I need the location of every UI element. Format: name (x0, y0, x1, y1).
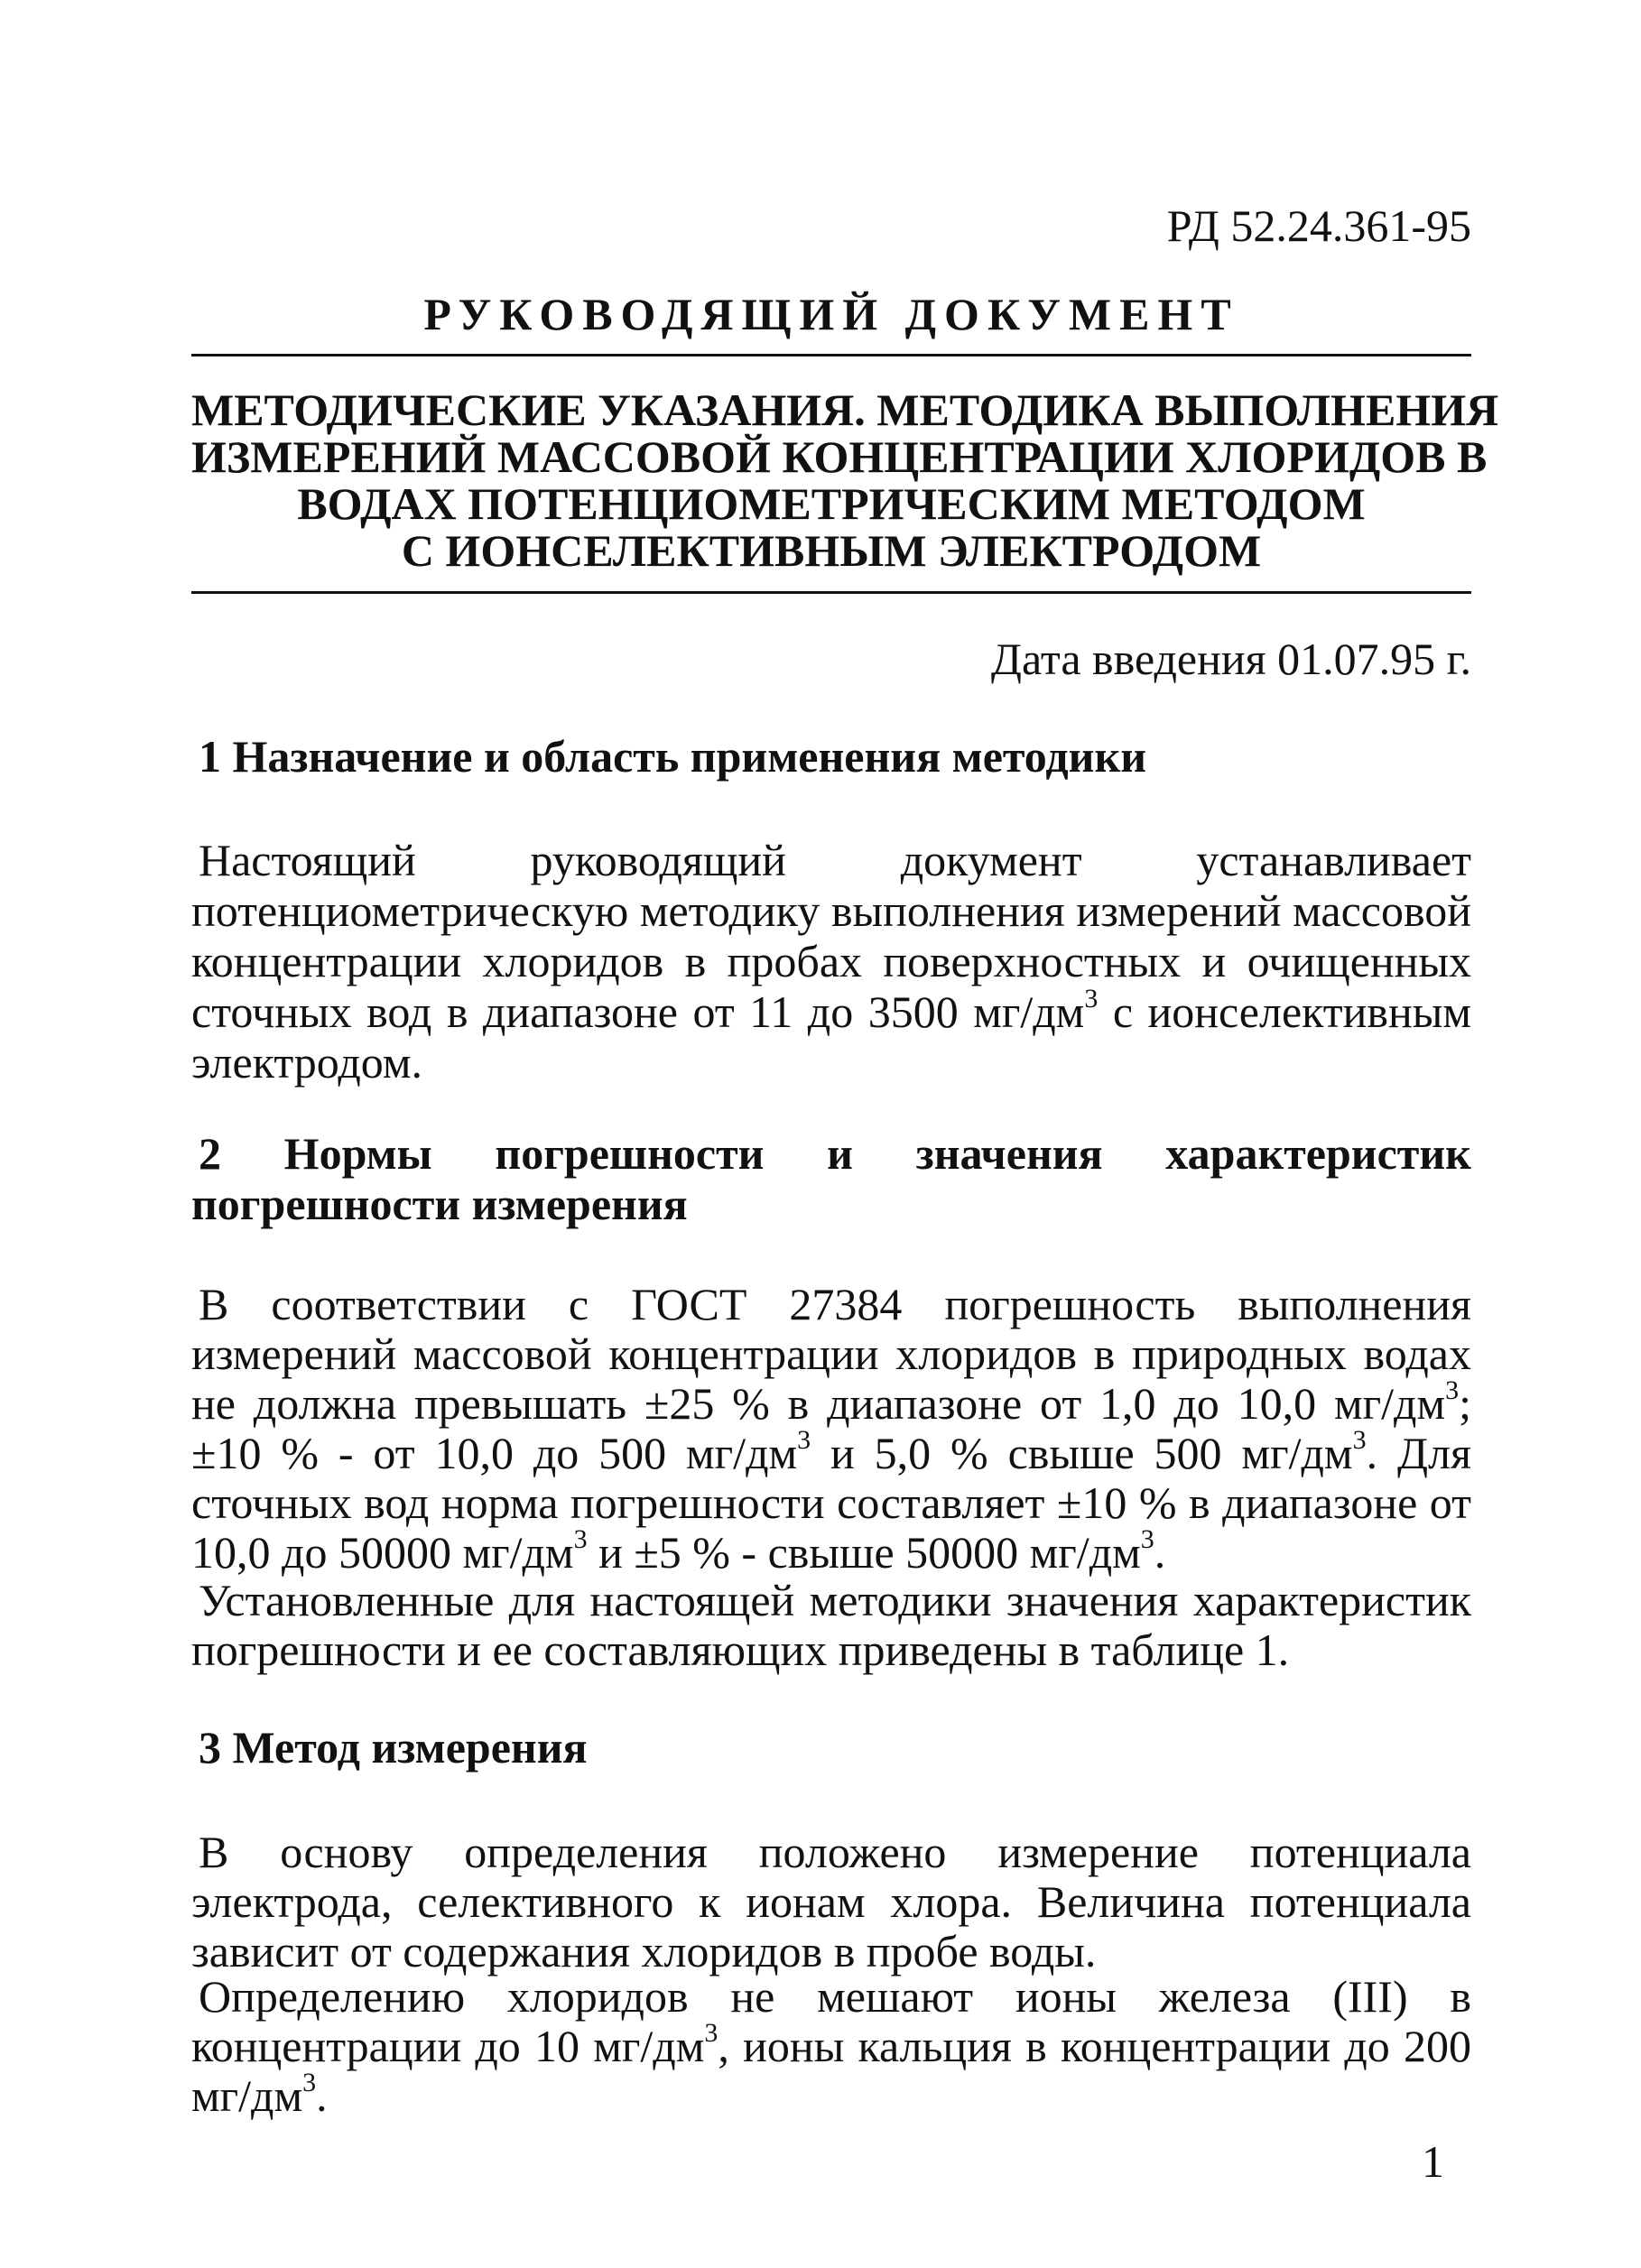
document-code: РД 52.24.361-95 (1166, 200, 1471, 251)
title-line: МЕТОДИЧЕСКИЕ УКАЗАНИЯ. МЕТОДИКА ВЫПОЛНЕНИЯ (191, 384, 1499, 435)
section-1-heading: 1 Назначение и область применения методики (199, 731, 1147, 782)
title-line: С ИОНСЕЛЕКТИВНЫМ ЭЛЕКТРОДОМ (401, 525, 1262, 576)
section-2-paragraph-1: В соответствии с ГОСТ 27384 погрешность выполнения измерений массовой концентрации хлоридов в природных водах не должна превышать ±25 % в диапазоне от 1,0 до 10,0 $мг/дм^3$; ±10 % - от 10,0 до 500 $мг/дм^3$ и 5,0 % свыше 500 $мг/дм^3$. Для сточных вод норма погрешности составляет ±10 % в диапазоне от 10,0 до 50000 $мг/дм^3$ и ±5 % - свыше 50000 $мг/дм^3$. (191, 1279, 1471, 1578)
document-page (191, 0, 1499, 2268)
section-2-paragraph-2: Установленные для настоящей методики значения характеристик погрешности и ее составляющих приведены в таблице 1. (191, 1575, 1471, 1675)
document-type-heading: РУКОВОДЯЩИЙ ДОКУМЕНТ (423, 289, 1239, 339)
title-line: ИЗМЕРЕНИЙ МАССОВОЙ КОНЦЕНТРАЦИИ ХЛОРИДОВ В (191, 431, 1488, 482)
section-2-heading: 2 Нормы погрешности и значения характеристик погрешности измерения (191, 1128, 1471, 1229)
bottom-divider (191, 591, 1471, 594)
document-title (191, 384, 1499, 576)
section-1-paragraph: Настоящий руководящий документ устанавливает потенциометрическую методику выполнения измерений массовой концентрации хлоридов в пробах поверхностных и очищенных сточных вод в диапазоне от 11 до 3500 $мг/дм^3$ с ионселективным электродом. (191, 835, 1471, 1088)
page-number: 1 (1422, 2136, 1444, 2187)
section-3-heading: 3 Метод измерения (199, 1722, 588, 1773)
top-divider (191, 354, 1471, 356)
section-3-paragraph-2: Определению хлоридов не мешают ионы железа (III) в концентрации до 10 $мг/дм^3$, ионы кальция в концентрации до 200 $мг/дм^3$. (191, 1971, 1471, 2121)
section-3-paragraph-1: В основу определения положено измерение потенциала электрода, селективного к ионам хлора. Величина потенциала зависит от содержания хлоридов в пробе воды. (191, 1827, 1471, 1976)
introduction-date: Дата введения 01.07.95 г. (990, 634, 1471, 684)
title-line: ВОДАХ ПОТЕНЦИОМЕТРИЧЕСКИМ МЕТОДОМ (297, 478, 1366, 529)
